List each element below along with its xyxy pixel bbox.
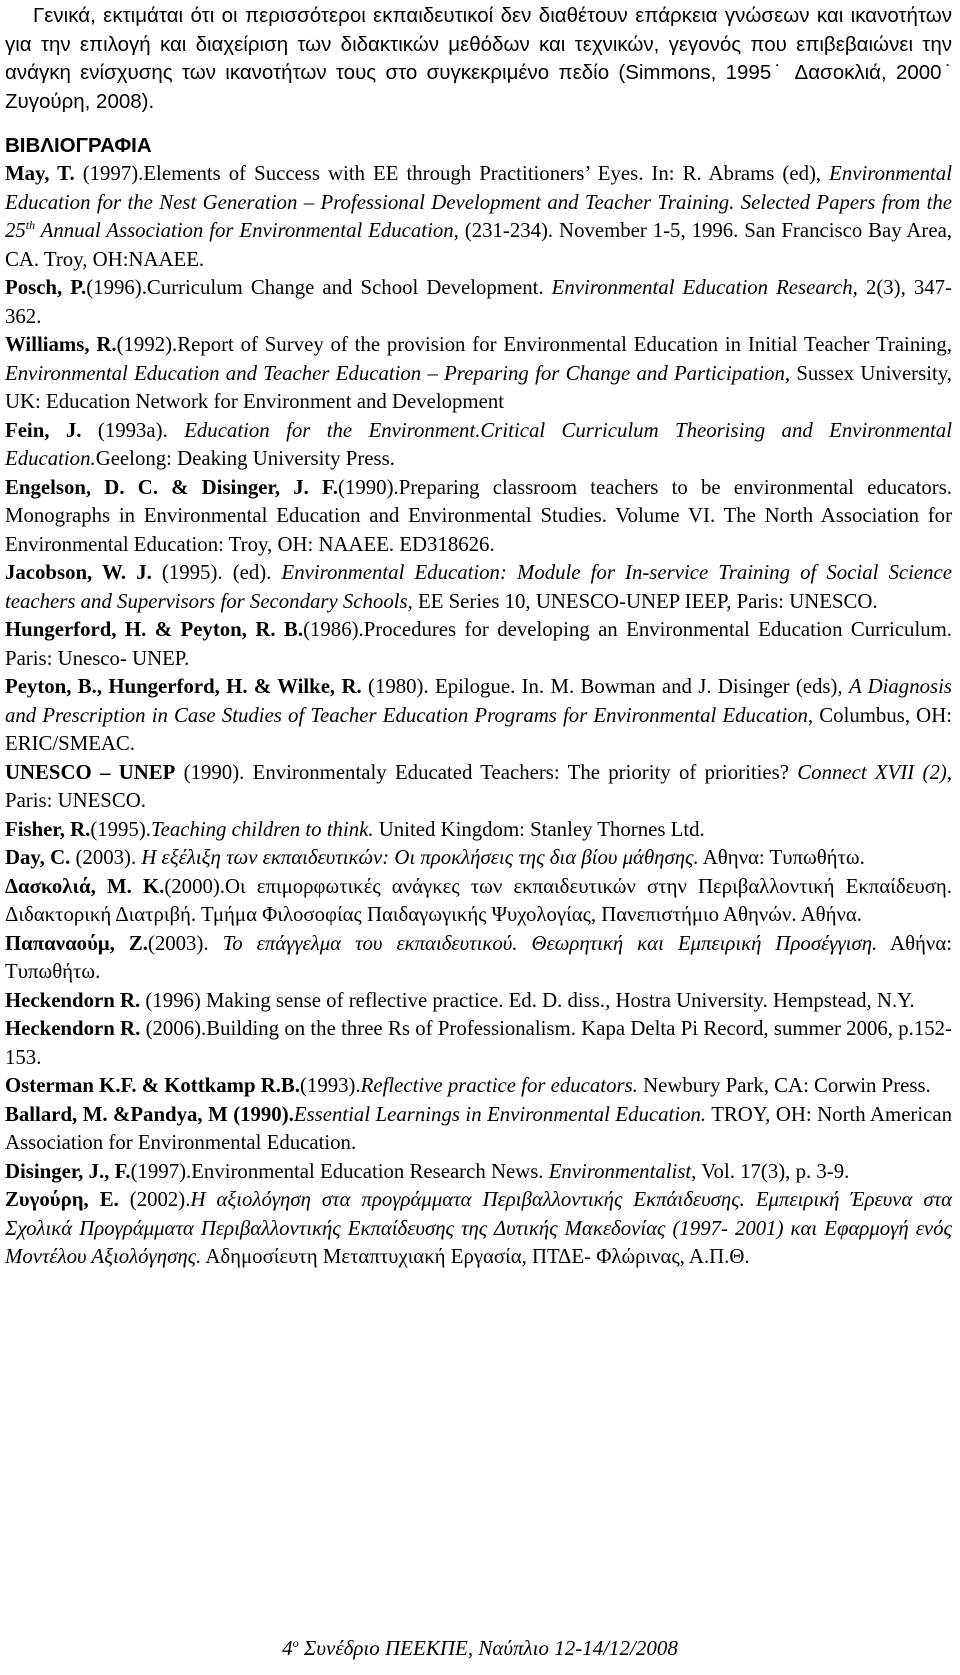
- reference-text: (1996) Making sense of reflective practice. Ed. D. diss., Hostra University. Hempstead, N.Y.: [140, 988, 915, 1012]
- reference-text: (1995).: [90, 817, 151, 841]
- reference-title: Environmental Education and Teacher Education – Preparing for Change and Participation,: [5, 361, 791, 385]
- reference-item: [5, 474, 952, 560]
- reference-author: UNESCO – UNEP: [5, 760, 176, 784]
- reference-text: (1986).Procedures for developing an Environmental Education Curriculum. Paris: Unesco- UNEP.: [5, 618, 952, 670]
- reference-text: Αθηνα: Τυπωθήτω.: [698, 846, 865, 869]
- reference-text: EE Series 10, UNESCO-UNEP IEEP, Paris: UNESCO.: [412, 589, 878, 613]
- reference-item: [5, 1101, 952, 1158]
- reference-text: (1990). Environmentaly Educated Teachers: The priority of priorities?: [175, 760, 798, 784]
- reference-item: [5, 331, 952, 417]
- reference-title: A Diagnosis and Prescription in Case Studies of Teacher Education Programs for Environmental Education,: [5, 675, 952, 727]
- reference-title: Η εξέλιξη των εκπαιδευτικών: Οι προκλήσεις της δια βίου μάθησης.: [141, 846, 699, 869]
- reference-item: [5, 930, 952, 987]
- reference-text: (1993).: [300, 1074, 361, 1097]
- reference-text: (1996).Curriculum Change and School Development.: [86, 276, 552, 299]
- reference-item: [5, 673, 952, 759]
- reference-text: (1997).Elements of Success with EE through Practitioners’ Eyes. In: R. Abrams (ed),: [74, 162, 830, 185]
- bibliography-heading: ΒΙΒΛΙΟΓΡΑΦΙΑ: [5, 134, 152, 157]
- document-page: [5, 0, 952, 1272]
- reference-text: (2003).: [147, 931, 223, 955]
- reference-item: [5, 987, 952, 1016]
- footer-superscript: ο: [292, 1636, 299, 1650]
- reference-author: Fisher, R.: [5, 817, 91, 841]
- reference-text: Sussex University, UK: Education Network for Environment and Development: [5, 361, 952, 413]
- reference-item: [5, 1158, 952, 1187]
- reference-title: Education for the Environment.Critical Curriculum Theorising and Environmental Education.: [5, 418, 952, 470]
- reference-author: Williams, R.: [5, 333, 117, 356]
- reference-superscript: th: [25, 218, 36, 233]
- reference-title: Environmental Education for the Nest Generation – Professional Development and Teacher Training. Selected Papers from the 25: [5, 162, 952, 242]
- reference-text: Paris: UNESCO.: [5, 789, 146, 812]
- reference-text: (1995). (ed).: [151, 561, 282, 584]
- intro-paragraph: Γενικά, εκτιμάται ότι οι περισσότεροι εκπαιδευτικοί δεν διαθέτουν επάρκεια γνώσεων και ικανοτήτων για την επιλογή και διαχείριση των διδακτικών μεθόδων και τεχνικών, γεγονός που επιβεβαιώνει την ανάγκη ενίσχυσης των ικανοτήτων τους στο συγκεκριμένο πεδίο (Simmons, 1995˙ Δασοκλιά, 2000˙ Ζυγούρη, 2008).: [5, 4, 952, 113]
- reference-author: Osterman K.F. & Kottkamp R.B.: [5, 1074, 301, 1097]
- reference-text: (1997).Environmental Education Research News.: [130, 1159, 549, 1183]
- reference-text: (1992).Report of Survey of the provision for Environmental Education in Initial Teacher Training,: [116, 333, 952, 356]
- reference-author: May, T.: [5, 162, 75, 185]
- reference-author: Day, C.: [5, 846, 71, 869]
- reference-item: [5, 417, 952, 474]
- reference-author: Ballard, M. &Pandya, M (1990).: [5, 1102, 294, 1126]
- reference-text: (2003).: [70, 846, 142, 869]
- page-footer: [0, 1634, 960, 1662]
- reference-text: United Kingdom: Stanley Thornes Ltd.: [373, 817, 705, 841]
- reference-text: (1990).Preparing classroom teachers to be environmental educators. Monographs in Environmental Education and Environmental Studies. Volume VI. The North Association for Environmental Education: Troy, OH: NAAEE. ED318626.: [5, 475, 952, 556]
- reference-author: Posch, P.: [5, 276, 87, 299]
- reference-title: Teaching children to think.: [150, 817, 374, 841]
- reference-text: Geelong: Deaking University Press.: [95, 447, 395, 470]
- reference-item: [5, 844, 952, 873]
- reference-item: [5, 160, 952, 274]
- reference-item: [5, 274, 952, 331]
- reference-title: Environmentalist,: [548, 1159, 697, 1183]
- reference-author: Ζυγούρη, Ε.: [5, 1188, 119, 1211]
- reference-author: Heckendorn R.: [5, 988, 141, 1012]
- reference-author: Heckendorn R.: [5, 1017, 141, 1040]
- reference-author: Fein, J.: [5, 418, 82, 442]
- reference-title: Η αξιολόγηση στα προγράμματα Περιβαλλοντικής Εκπάιδευσης. Εμπειρική Έρευνα στα Σχολικά Προγράμματα Περιβαλλοντικής Εκπαίδευσης της Δυτικής Μακεδονίας (1997- 2001) και Εφαρμογή ενός Μοντέλου Αξιολόγησης.: [5, 1188, 953, 1268]
- reference-text: (231-234). November 1-5, 1996. San Francisco Bay Area, CA. Troy, OH:NAAEE.: [5, 219, 952, 271]
- reference-title: Essential Learnings in Environmental Education.: [293, 1102, 707, 1126]
- reference-text: Newbury Park, CA: Corwin Press.: [637, 1074, 931, 1097]
- reference-text: (2006).Building on the three Rs of Professionalism. Kapa Delta Pi Record, summer 2006, p.152-153.: [5, 1017, 952, 1069]
- reference-title: Annual Association for Environmental Education,: [35, 219, 459, 242]
- reference-text: Vol. 17(3), p. 3-9.: [696, 1159, 850, 1183]
- reference-text: Αθήνα: Τυπωθήτω.: [5, 931, 952, 983]
- reference-author: Jacobson, W. J.: [5, 561, 152, 584]
- reference-author: Engelson, D. C. & Disinger, J. F.: [5, 475, 339, 499]
- reference-title: Connect XVII (2),: [797, 760, 952, 784]
- reference-item: [5, 1186, 952, 1272]
- footer-conference-text: Συνέδριο ΠΕΕΚΠΕ, Ναύπλιο 12-14/12/2008: [298, 1636, 678, 1660]
- reference-item: [5, 1015, 952, 1072]
- reference-text: Columbus, OH: ERIC/SMEAC.: [5, 703, 952, 755]
- reference-title: Reflective practice for educators.: [360, 1074, 638, 1097]
- reference-title: Environmental Education Research,: [551, 276, 858, 299]
- reference-text: (1993a).: [81, 418, 185, 442]
- reference-author: Δασκολιά, Μ. Κ.: [5, 874, 165, 898]
- reference-title: Το επάγγελμα του εκπαιδευτικού. Θεωρητική και Εμπειρική Προσέγγιση.: [222, 931, 878, 955]
- reference-item: [5, 616, 952, 673]
- reference-item: [5, 559, 952, 616]
- reference-author: Disinger, J., F.: [5, 1159, 131, 1183]
- reference-author: Peyton, B., Hungerford, H. & Wilke, R.: [5, 675, 362, 698]
- reference-title: Environmental Education: Module for In-service Training of Social Science teachers and Supervisors for Secondary Schools,: [5, 561, 952, 613]
- reference-item: [5, 873, 952, 930]
- reference-text: TROY, OH: North American Association for Environmental Education.: [5, 1102, 952, 1154]
- reference-text: (2002).: [118, 1188, 191, 1211]
- reference-author: Παπαναούμ, Ζ.: [5, 931, 148, 955]
- reference-author: Hungerford, H. & Peyton, R. B.: [5, 618, 304, 641]
- reference-text: (2000).Οι επιμορφωτικές ανάγκες των εκπαιδευτικών στην Περιβαλλοντική Εκπαίδευση. Διδακτορική Διατριβή. Τμήμα Φιλοσοφίας Παιδαγωγικής Ψυχολογίας, Πανεπιστήμιο Αθηνών. Αθήνα.: [5, 874, 952, 926]
- reference-text: 2(3), 347-362.: [5, 276, 952, 328]
- reference-item: [5, 816, 952, 845]
- reference-text: (1980). Epilogue. In. M. Bowman and J. Disinger (eds),: [361, 675, 849, 698]
- reference-item: [5, 1072, 952, 1101]
- reference-item: [5, 759, 952, 816]
- reference-text: Αδημοσίευτη Μεταπτυχιακή Εργασία, ΠΤΔΕ- Φλώρινας, Α.Π.Θ.: [201, 1245, 750, 1268]
- reference-list: [5, 160, 952, 1272]
- footer-number: 4: [282, 1636, 293, 1660]
